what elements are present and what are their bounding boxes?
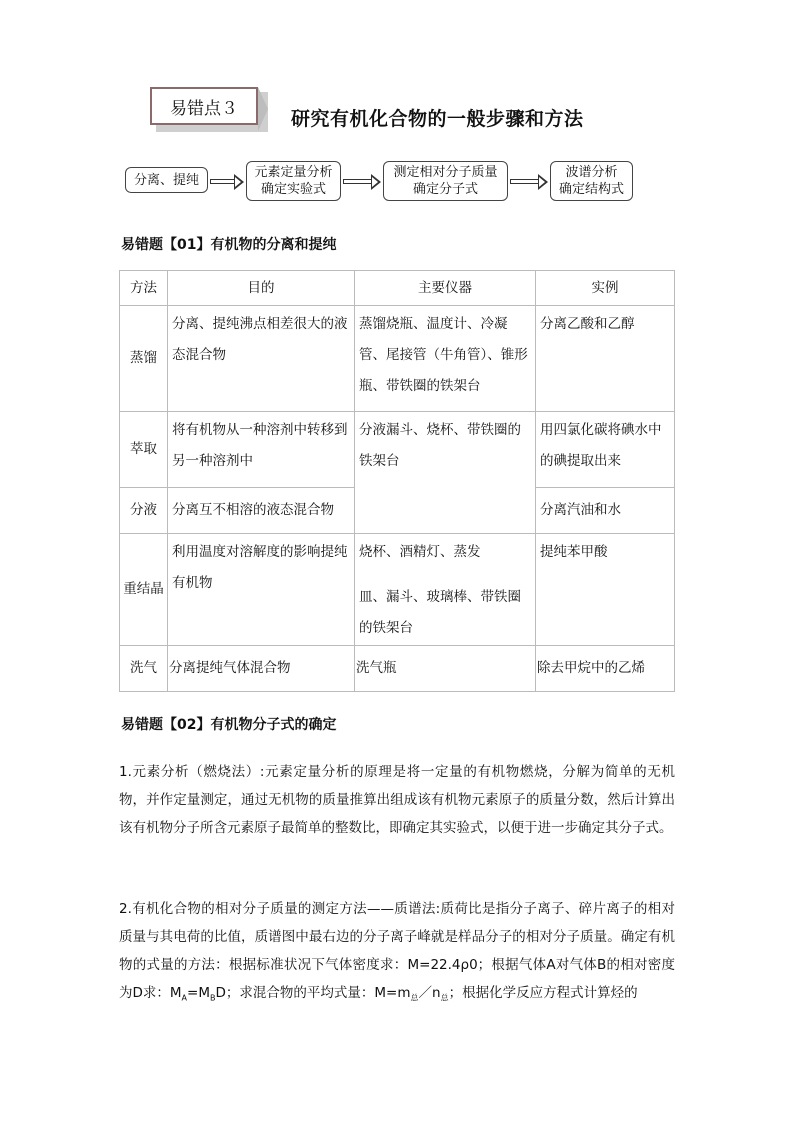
flow-arrow-2 — [343, 176, 381, 188]
method-cell: 萃取 — [120, 412, 168, 488]
apparatus-line: 烧杯、酒精灯、蒸发 — [359, 544, 481, 560]
example-cell: 用四氯化碳将碘水中的碘提取出来 — [536, 412, 675, 488]
page-title: 研究有机化合物的一般步骤和方法 — [291, 108, 584, 130]
paragraph-text: ；根据化学反应方程式计算烃的 — [448, 985, 638, 1001]
header-example: 实例 — [536, 271, 675, 306]
header-method: 方法 — [120, 271, 168, 306]
apparatus-cell — [355, 534, 536, 646]
paragraph-elemental-analysis: 1.元素分析（燃烧法）:元素定量分析的原理是将一定量的有机物燃烧，分解为简单的无机物，并作定量测定，通过无机物的质量推算出组成该有机物元素原子的质量分数，然后计算出该有机物分子所含元素原子最简单的整数比，即确定其实验式，以便于进一步确定其分子式。 — [119, 764, 675, 836]
table-header-row — [120, 271, 675, 306]
method-cell: 重结晶 — [120, 534, 168, 646]
table-row — [120, 534, 675, 646]
flow-step-separation — [125, 167, 208, 193]
flow-step-separation-label: 分离、提纯 — [133, 172, 199, 188]
subscript: 总 — [440, 993, 449, 1003]
flow-step-elemental-analysis-line2: 确定实验式 — [260, 182, 326, 197]
flow-step-spectral-analysis-line2: 确定结构式 — [558, 182, 624, 197]
flow-step-elemental-analysis-line1: 元素定量分析 — [254, 165, 333, 180]
flow-arrow-3 — [510, 176, 548, 188]
flow-step-elemental-analysis — [246, 161, 341, 201]
example-cell: 分离汽油和水 — [536, 488, 675, 534]
purpose-cell: 分离互不相溶的液态混合物 — [168, 488, 355, 534]
tag-label: 易错点３ — [150, 87, 258, 125]
purpose-cell: 分离、提纯沸点相差很大的液态混合物 — [168, 306, 355, 412]
header-apparatus: 主要仪器 — [355, 271, 536, 306]
method-cell: 洗气 — [120, 646, 168, 692]
paragraph-text: D；求混合物的平均式量：M=m — [215, 985, 411, 1001]
purpose-cell: 利用温度对溶解度的影响提纯有机物 — [168, 534, 355, 646]
purpose-cell: 分离提纯气体混合物 — [168, 646, 355, 692]
subscript: A — [181, 993, 188, 1003]
tag-arrow-shape — [258, 87, 268, 131]
flow-step-molecular-mass — [383, 161, 508, 201]
apparatus-line: 皿、漏斗、玻璃棒、带铁圈的铁架台 — [359, 589, 521, 636]
paragraph-text: 2.有机化合物的相对分子质量的测定方法——质谱法:质荷比是指分子离子、碎片离子的相对质量与其电荷的比值，质谱图中最右边的分子离子峰就是样品分子的相对分子质量。确定有机物的式量的方法：根据标准状况下气体密度求：M=22.4ρ0；根据气体A对气体B的相对密度为D求：M — [119, 901, 675, 1001]
flow-step-spectral-analysis-line1: 波谱分析 — [565, 165, 618, 180]
example-cell: 除去甲烷中的乙烯 — [536, 646, 675, 692]
apparatus-cell: 蒸馏烧瓶、温度计、冷凝管、尾接管（牛角管）、锥形瓶、带铁圈的铁架台 — [355, 306, 536, 412]
method-cell: 蒸馏 — [120, 306, 168, 412]
paragraph-text: =M — [187, 985, 210, 1001]
apparatus-cell: 分液漏斗、烧杯、带铁圈的铁架台 — [355, 412, 536, 534]
subscript: B — [210, 993, 216, 1003]
table-row — [120, 646, 675, 692]
flow-arrow-1 — [210, 176, 244, 188]
flow-step-spectral-analysis — [550, 161, 633, 201]
section-heading-separation: 易错题【01】有机物的分离和提纯 — [121, 237, 337, 253]
apparatus-cell: 洗气瓶 — [355, 646, 536, 692]
header-purpose: 目的 — [168, 271, 355, 306]
flow-step-molecular-mass-line1: 测定相对分子质量 — [393, 165, 498, 180]
paragraph-text: ／n — [418, 985, 441, 1001]
method-cell: 分液 — [120, 488, 168, 534]
purpose-cell: 将有机物从一种溶剂中转移到另一种溶剂中 — [168, 412, 355, 488]
table-row — [120, 306, 675, 412]
paragraph-mass-spectrometry — [119, 895, 675, 1013]
example-cell: 分离乙酸和乙醇 — [536, 306, 675, 412]
error-point-tag — [150, 87, 272, 131]
section-heading-formula: 易错题【02】有机物分子式的确定 — [121, 717, 337, 733]
separation-methods-table — [119, 270, 675, 692]
table-row — [120, 412, 675, 488]
flow-step-molecular-mass-line2: 确定分子式 — [412, 182, 478, 197]
example-cell: 提纯苯甲酸 — [536, 534, 675, 646]
subscript: 总 — [410, 993, 419, 1003]
